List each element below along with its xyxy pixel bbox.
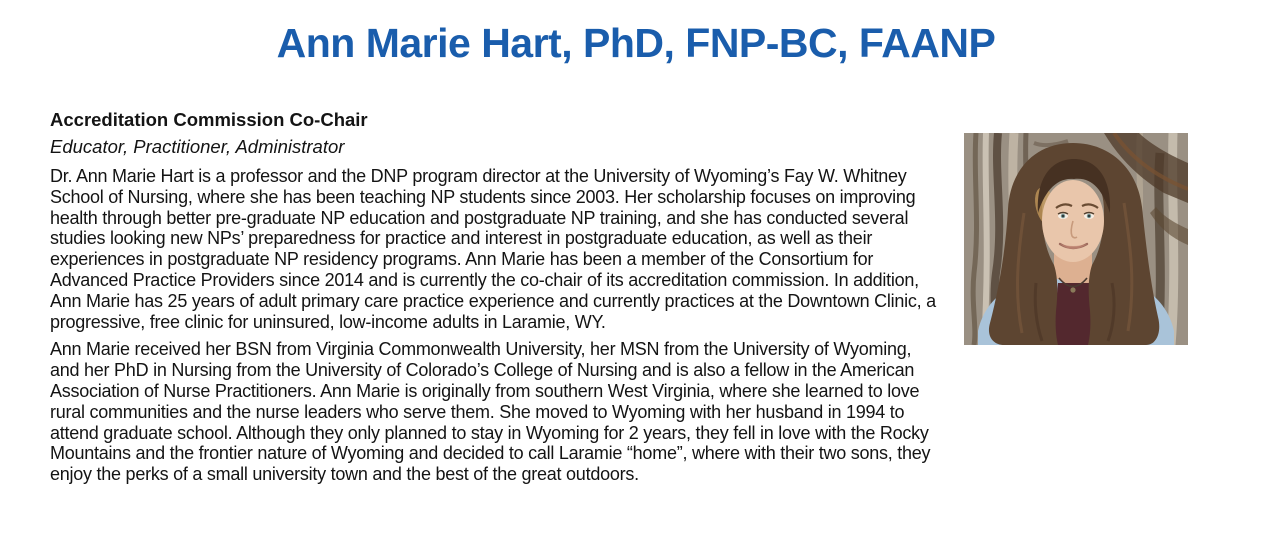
role-subtitle: Educator, Practitioner, Administrator — [50, 136, 345, 157]
bio-paragraph-2: Ann Marie received her BSN from Virginia Commonwealth University, her MSN from the University of Wyoming, and her PhD in Nursing from the University of Colorado’s College of Nursing and is also a fellow in the American Association of Nurse Practitioners. Ann Marie is originally from southern West Virginia, where she learned to love rural communities and the nurse leaders who serve them. She moved to Wyoming with her husband in 1994 to attend graduate school. Although they only planned to stay in Wyoming for 2 years, they fell in love with the Rocky Mountains and the frontier nature of Wyoming and decided to call Laramie “home”, where with their two sons, they enjoy the perks of a small university town and the best of the great outdoors. — [50, 339, 931, 485]
bio-content — [50, 109, 936, 492]
portrait-photo — [964, 133, 1188, 345]
pupil-right — [1088, 215, 1090, 217]
portrait-illustration — [964, 133, 1188, 345]
bio-paragraph-1: Dr. Ann Marie Hart is a professor and the DNP program director at the University of Wyoming’s Fay W. Whitney School of Nursing, where she has been teaching NP students since 2003. Her scholarship focuses on improving health through better pre-graduate NP education and postgraduate NP training, and she has conducted several studies looking new NPs’ preparedness for practice and interest in postgraduate education, as well as their experiences in postgraduate NP residency programs. Ann Marie has been a member of the Consortium for Advanced Practice Providers since 2014 and is currently the co-chair of its accreditation commission. In addition, Ann Marie has 25 years of adult primary care practice experience and currently practices at the Downtown Clinic, a progressive, free clinic for uninsured, low-income adults in Laramie, WY. — [50, 166, 936, 332]
pupil-left — [1062, 215, 1064, 217]
necklace-pendant — [1070, 287, 1075, 292]
role-heading: Accreditation Commission Co-Chair — [50, 109, 368, 130]
page-title: Ann Marie Hart, PhD, FNP-BC, FAANP — [276, 20, 996, 66]
